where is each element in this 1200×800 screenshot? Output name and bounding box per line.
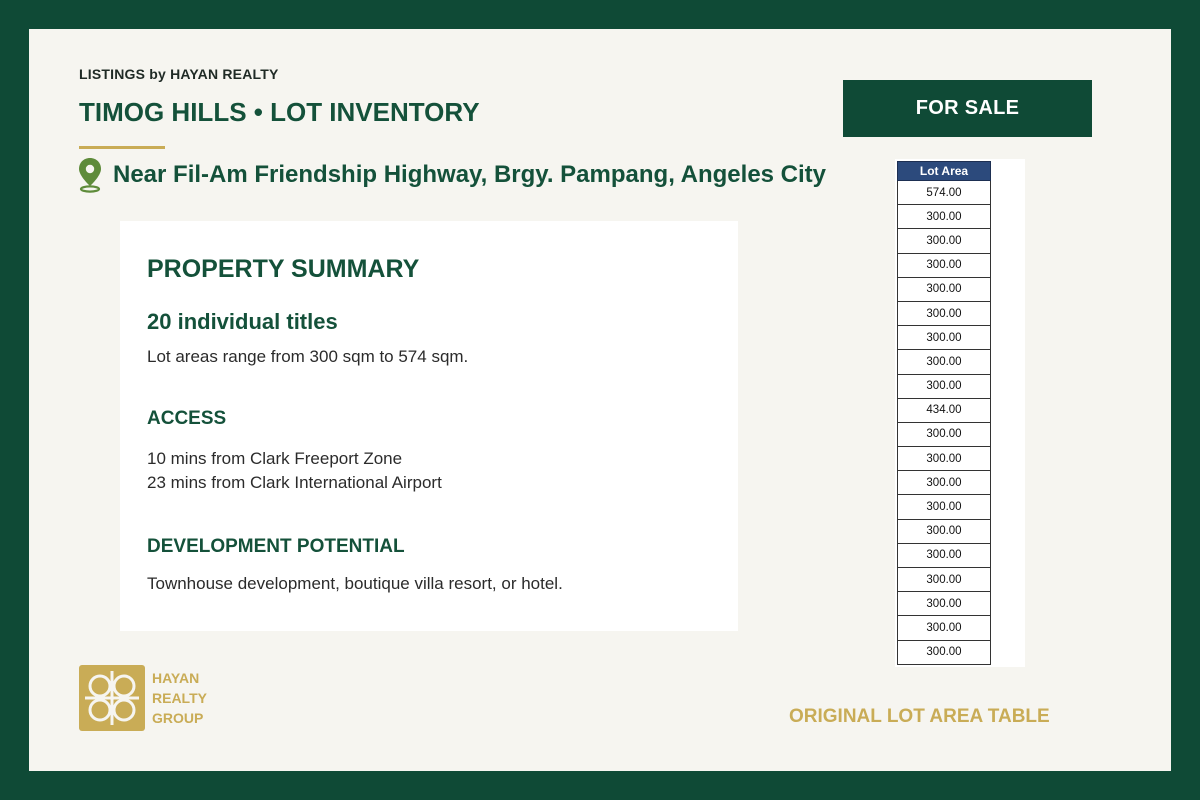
lot-area-cell: 300.00: [898, 326, 991, 350]
lot-area-cell: 300.00: [898, 471, 991, 495]
table-row: [898, 205, 991, 229]
lot-area-cell: 300.00: [898, 592, 991, 616]
table-row: [898, 543, 991, 567]
table-caption: ORIGINAL LOT AREA TABLE: [789, 706, 1050, 727]
location-text: Near Fil-Am Friendship Highway, Brgy. Pampang, Angeles City: [113, 161, 827, 188]
table-row: [898, 422, 991, 446]
table-row: [898, 519, 991, 543]
lot-area-cell: 300.00: [898, 350, 991, 374]
lot-area-cell: 434.00: [898, 398, 991, 422]
titles-count: 20 individual titles: [147, 309, 338, 334]
map-pin-icon: [77, 157, 103, 193]
table-row: [898, 568, 991, 592]
lot-range-text: Lot areas range from 300 sqm to 574 sqm.: [147, 347, 469, 366]
table-header: Lot Area: [898, 162, 991, 181]
brand-line: GROUP: [152, 710, 204, 726]
access-line: 10 mins from Clark Freeport Zone: [147, 449, 403, 468]
lot-area-table: [897, 161, 991, 665]
table-row: [898, 471, 991, 495]
lot-area-cell: 300.00: [898, 205, 991, 229]
lot-area-cell: 300.00: [898, 447, 991, 471]
lot-area-cell: 300.00: [898, 301, 991, 325]
lot-area-cell: 300.00: [898, 229, 991, 253]
table-row: [898, 447, 991, 471]
table-row: [898, 616, 991, 640]
lot-area-cell: 300.00: [898, 495, 991, 519]
lot-area-cell: 300.00: [898, 616, 991, 640]
listing-card: [29, 29, 1171, 771]
lot-area-cell: 300.00: [898, 253, 991, 277]
table-row: [898, 326, 991, 350]
lot-area-table-image: [895, 159, 1025, 667]
access-line: 23 mins from Clark International Airport: [147, 473, 442, 492]
access-heading: ACCESS: [147, 408, 227, 429]
summary-title: PROPERTY SUMMARY: [147, 255, 420, 283]
table-row: [898, 495, 991, 519]
brand-line: REALTY: [152, 690, 207, 706]
table-row: [898, 181, 991, 205]
table-row: [898, 277, 991, 301]
table-row: [898, 253, 991, 277]
for-sale-badge: FOR SALE: [843, 80, 1092, 137]
lot-area-cell: 300.00: [898, 374, 991, 398]
brand-line: HAYAN: [152, 670, 200, 686]
access-list: [147, 447, 442, 495]
property-summary-panel: [120, 221, 738, 631]
table-row: [898, 374, 991, 398]
lot-area-cell: 300.00: [898, 568, 991, 592]
development-text: Townhouse development, boutique villa resort, or hotel.: [147, 574, 563, 593]
title-underline: [79, 146, 165, 149]
lot-area-cell: 300.00: [898, 519, 991, 543]
lot-area-cell: 300.00: [898, 277, 991, 301]
table-row: [898, 229, 991, 253]
lot-area-cell: 574.00: [898, 181, 991, 205]
lot-area-cell: 300.00: [898, 640, 991, 664]
hayan-logo-icon: [79, 665, 145, 731]
brand-name: [152, 668, 207, 728]
table-row: [898, 398, 991, 422]
table-row: [898, 640, 991, 664]
location-line: [77, 155, 826, 195]
listing-kicker: LISTINGS by HAYAN REALTY: [79, 66, 279, 82]
table-row: [898, 301, 991, 325]
table-row: [898, 592, 991, 616]
page-title: TIMOG HILLS • LOT INVENTORY: [79, 97, 480, 127]
lot-area-cell: 300.00: [898, 543, 991, 567]
lot-area-cell: 300.00: [898, 422, 991, 446]
development-heading: DEVELOPMENT POTENTIAL: [147, 536, 405, 557]
table-row: [898, 350, 991, 374]
